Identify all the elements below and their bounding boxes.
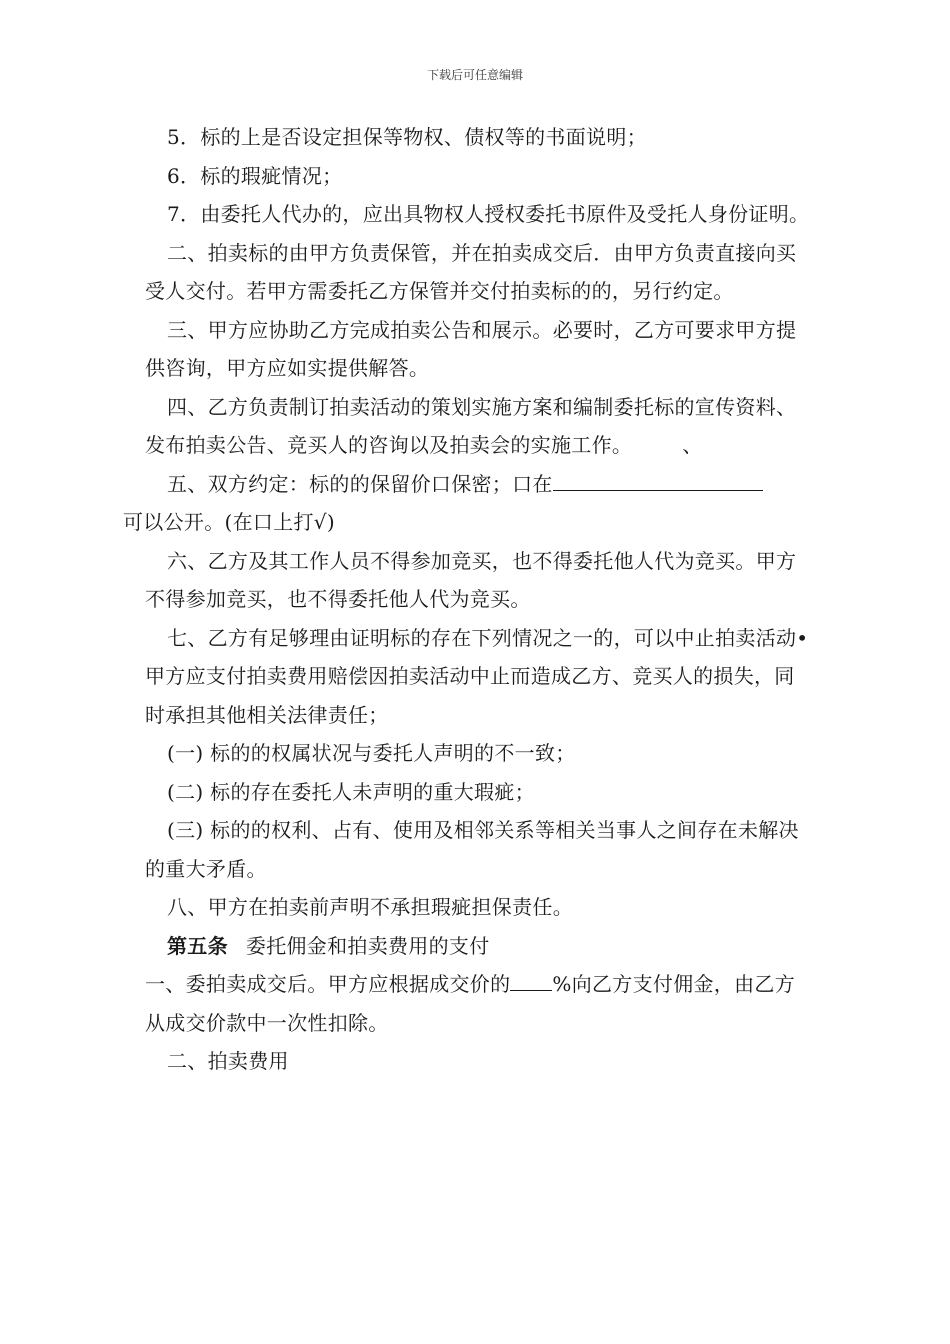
- article-5-title: 委托佣金和拍卖费用的支付: [245, 933, 490, 958]
- section-5: [123, 465, 810, 542]
- section-3: 三、甲方应协助乙方完成拍卖公告和展示。必要时，乙方可要求甲方提供咨询，甲方应如实提供解答。: [145, 317, 797, 380]
- clause-item-7: 7．由委托人代办的，应出具物权人授权委托书原件及受托人身份证明。: [167, 202, 810, 226]
- commission-text-b: %向乙方支付佣金，由乙方从成交价款中一次性扣除。: [145, 972, 796, 1035]
- section-7: 七、乙方有足够理由证明标的存在下列情况之一的，可以中止拍卖活动•甲方应支付拍卖费用赔偿因拍卖活动中止而造成乙方、竞买人的损失，同时承担其他相关法律责任；: [145, 625, 809, 727]
- reserve-price-blank: [553, 470, 763, 491]
- section-4-trailing-mark: 、: [682, 433, 703, 457]
- section-5-text-b: 可以公开。(在口上打√): [123, 510, 335, 534]
- article-5-label: 第五条: [167, 933, 228, 958]
- page-header-note: 下载后可任意编辑: [426, 68, 523, 82]
- section-4-text: 四、乙方负责制订拍卖活动的策划实施方案和编制委托标的宣传资料、发布拍卖公告、竞买人的咨询以及拍卖会的实施工作。: [145, 394, 797, 457]
- section-5-text-a: 五、双方约定：标的的保留价口保密；口在: [167, 471, 553, 496]
- article-5-heading: [145, 927, 810, 966]
- condition-3: (三) 标的的权利、占有、使用及相邻关系等相关当事人之间存在未解决的重大矛盾。: [145, 818, 799, 881]
- section-4: [145, 388, 810, 465]
- commission-text-a: 一、委拍卖成交后。甲方应根据成交价的: [145, 972, 511, 996]
- commission-percent-blank: [510, 970, 552, 991]
- condition-1: (一) 标的的权属状况与委托人声明的不一致；: [167, 741, 576, 765]
- article-5-item-1: [145, 965, 810, 1042]
- section-6: 六、乙方及其工作人员不得参加竞买，也不得委托他人代为竞买。甲方不得参加竞买，也不得委托他人代为竞买。: [145, 548, 797, 611]
- clause-item-6: 6．标的瑕疵情况；: [167, 163, 343, 188]
- condition-2: (二) 标的存在委托人未声明的重大瑕疵；: [167, 779, 535, 804]
- section-2: 二、拍卖标的由甲方负责保管，并在拍卖成交后．由甲方负责直接向买受人交付。若甲方需委托乙方保管并交付拍卖标的的，另行约定。: [145, 240, 797, 303]
- document-body: [123, 118, 810, 1081]
- section-8: 八、甲方在拍卖前声明不承担瑕疵担保责任。: [167, 895, 573, 919]
- clause-item-5: 5．标的上是否设定担保等物权、债权等的书面说明；: [167, 125, 647, 149]
- article-5-item-2: 二、拍卖费用: [167, 1049, 289, 1073]
